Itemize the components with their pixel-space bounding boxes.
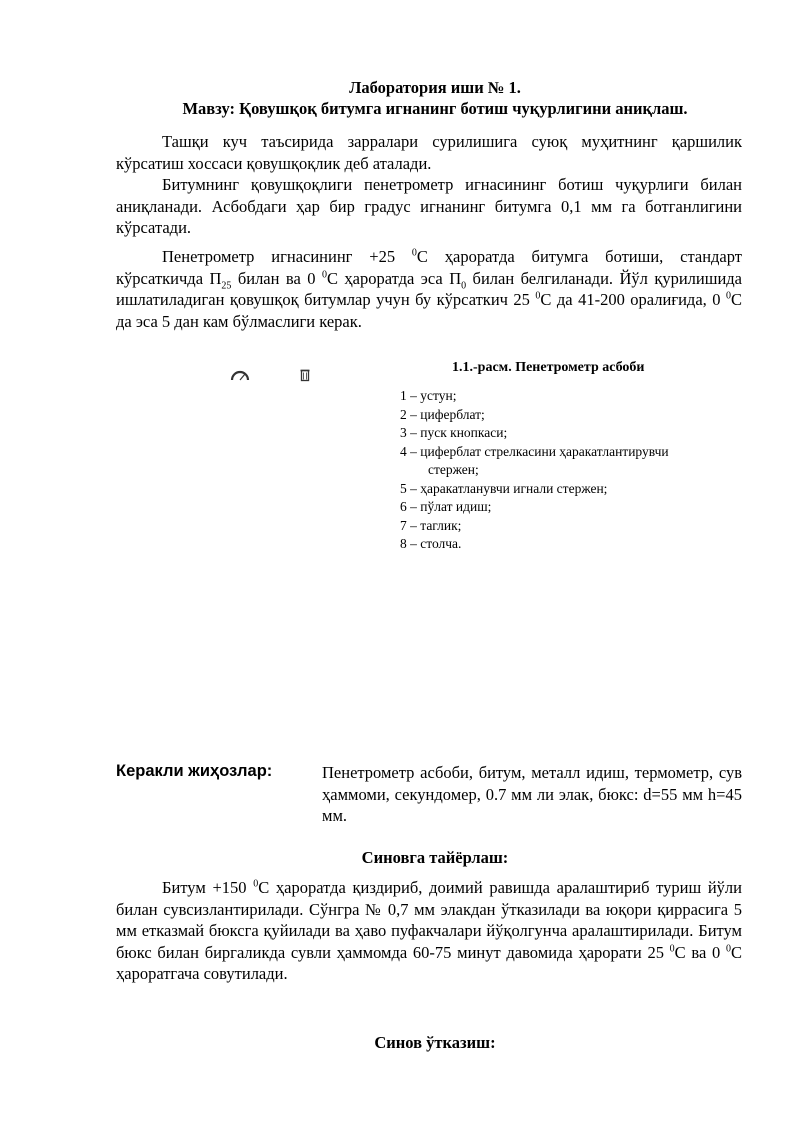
legend-item: 6 – пўлат идиш; (400, 499, 492, 514)
text-run: Пенетрометр игнасининг +25 (162, 247, 412, 266)
degree-superscript: 0 (725, 943, 731, 954)
legend-item: 8 – столча. (400, 536, 462, 551)
legend-item: 3 – пуск кнопкаси; (400, 425, 508, 440)
intro-paragraph-2: Битумнинг қовушқоқлиги пенетрометр игнасининг ботиш чуқурлиги билан аниқланади. Асбобдаги ҳар бир градус игнанинг битумга 0,1 мм га ботганлигини кўрсатади. (116, 175, 742, 237)
intro-paragraph-1: Ташқи куч таъсирида зарралари сурилишига суюқ муҳитнинг қаршилик кўрсатиш хоссаси қовушқоқлик деб аталади. (116, 132, 742, 173)
legend-item: 5 – ҳаракатланувчи игнали стержен; (400, 480, 608, 496)
text-run: С да 41-200 оралиғида, 0 (540, 290, 726, 309)
topic-title: Мавзу: Қовушқоқ битумга игнанинг ботиш чуқурлигини аниқлаш. (182, 99, 688, 118)
text-run: С ҳароратда битумга ботиши, стандарт кўрсаткичда П (116, 247, 742, 288)
equipment-text: Пенетрометр асбоби, битум, металл идиш, термометр, сув ҳаммоми, секундомер, 0.7 мм ли элак, бюкс: d=55 мм h=45 мм. (322, 763, 742, 825)
equipment-label: Кeракли жиҳозлар: (116, 762, 273, 780)
gauge-icon (230, 368, 250, 382)
intro-paragraph-3 (116, 246, 742, 332)
degree-superscript: 0 (321, 269, 327, 280)
degree-superscript: 0 (669, 943, 675, 954)
container-icon (300, 368, 310, 382)
text-run: С ҳароратгача совутилади. (116, 942, 742, 983)
text-run: Битум +150 (162, 878, 254, 897)
figure-legend (400, 387, 669, 554)
text-run: С да эса 5 дан кам бўлмаслиги керак. (116, 290, 742, 331)
text-run: билан ва 0 (231, 268, 322, 288)
text-run: С ҳароратда қиздириб, доимий равишда аралаштириб туриш йўли билан сувсизлантирилади. Сўнгра № 0,7 мм элакдан ўтказилади ва юқори қиррасига 5 мм етказмай бюксга қуйилади ва ҳаво пуфакчалари йўқолгунча аралаштирилади. Битум бюкс билан биргаликда сувли ҳаммомда 60-75 минут давомида ҳарорати 25 (116, 878, 742, 962)
text-run: С ва 0 (674, 942, 726, 962)
legend-item: 4 – циферблат стрелкасини ҳаракатлантирувчи (400, 443, 669, 459)
degree-superscript: 0 (725, 290, 731, 302)
text-run: С ҳароратда эса П (326, 268, 462, 288)
preparation-paragraph (116, 877, 742, 985)
lab-title: Лаборатория иши № 1. (349, 78, 521, 97)
legend-item: 2 – циферблат; (400, 406, 485, 422)
preparation-heading: Синовга тайёрлаш: (361, 848, 509, 867)
degree-superscript: 0 (411, 247, 417, 259)
figure-caption: 1.1.-расм. Пенетрометр асбоби (452, 360, 645, 375)
testing-heading: Синов ўтказиш: (374, 1033, 496, 1052)
degree-superscript: 0 (535, 290, 541, 302)
degree-superscript: 0 (253, 878, 259, 890)
legend-item-continuation: стержен; (428, 462, 479, 477)
legend-item: 7 – таглик; (400, 517, 462, 533)
legend-item: 1 – устун; (400, 388, 457, 403)
subscript: 25 (221, 279, 232, 291)
text-run: билан белгиланади. Йўл қурилишида ишлатиладиган қовушқоқ битумлар учун бу кўрсаткич 25 (116, 268, 742, 309)
subscript: 0 (461, 279, 467, 291)
